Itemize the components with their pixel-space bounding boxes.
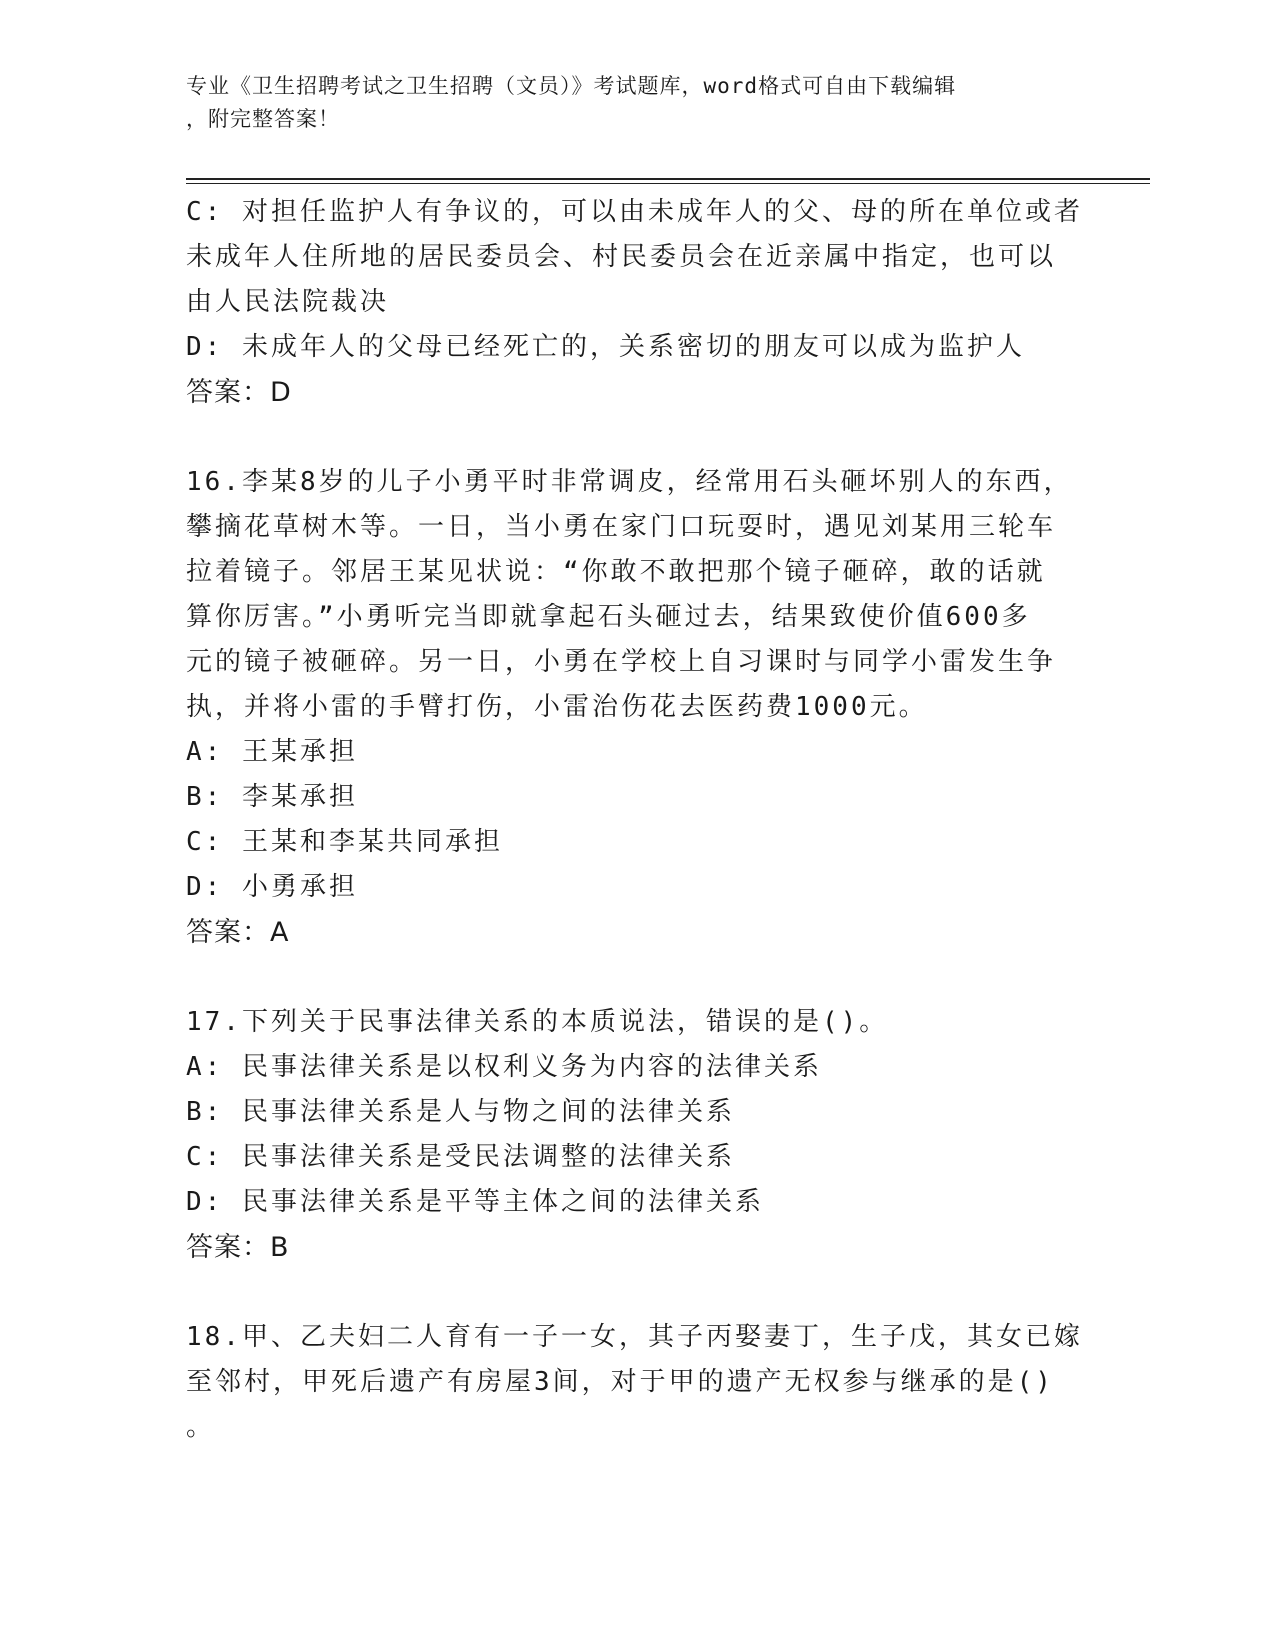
question-stem-line: 执，并将小雷的手臂打伤，小雷治伤花去医药费1000元。 bbox=[186, 692, 928, 722]
header-rule-thick bbox=[186, 178, 1150, 180]
option-b: B: 李某承担 bbox=[186, 782, 358, 812]
question-stem-line: 18.甲、乙夫妇二人育有一子一女，其子丙娶妻丁，生子戊，其女已嫁 bbox=[186, 1322, 1083, 1352]
answer: 答案：A bbox=[186, 917, 290, 948]
question-18 bbox=[186, 1315, 1086, 1450]
document-header bbox=[186, 70, 1066, 136]
option-a: A: 民事法律关系是以权利义务为内容的法律关系 bbox=[186, 1052, 822, 1082]
option-d: D: 小勇承担 bbox=[186, 872, 358, 902]
question-stem-line: 拉着镜子。邻居王某见状说：“你敢不敢把那个镜子砸碎，敢的话就 bbox=[186, 557, 1046, 587]
option-c-line: 未成年人住所地的居民委员会、村民委员会在近亲属中指定，也可以 bbox=[186, 242, 1057, 272]
question-16 bbox=[186, 460, 1086, 955]
question-stem-line: 至邻村，甲死后遗产有房屋3间，对于甲的遗产无权参与继承的是() bbox=[186, 1367, 1054, 1397]
header-rule-thin bbox=[186, 183, 1150, 184]
option-a: A: 王某承担 bbox=[186, 737, 358, 767]
option-c-line: C: 对担任监护人有争议的，可以由未成年人的父、母的所在单位或者 bbox=[186, 197, 1083, 227]
question-17 bbox=[186, 1000, 1086, 1270]
option-d: D: 未成年人的父母已经死亡的，关系密切的朋友可以成为监护人 bbox=[186, 332, 1025, 362]
option-c-line: 由人民法院裁决 bbox=[186, 287, 390, 317]
answer: 答案：D bbox=[186, 377, 292, 408]
question-15-tail bbox=[186, 190, 1086, 415]
option-b: B: 民事法律关系是人与物之间的法律关系 bbox=[186, 1097, 735, 1127]
document-body bbox=[186, 190, 1086, 1450]
question-stem-line: 。 bbox=[186, 1412, 216, 1442]
option-d: D: 民事法律关系是平等主体之间的法律关系 bbox=[186, 1187, 764, 1217]
question-stem-line: 攀摘花草树木等。一日，当小勇在家门口玩耍时，遇见刘某用三轮车 bbox=[186, 512, 1057, 542]
header-line-2: ，附完整答案！ bbox=[186, 107, 340, 131]
question-stem-line: 元的镜子被砸碎。另一日，小勇在学校上自习课时与同学小雷发生争 bbox=[186, 647, 1057, 677]
question-stem-line: 17.下列关于民事法律关系的本质说法，错误的是()。 bbox=[186, 1007, 889, 1037]
question-stem-line: 算你厉害。”小勇听完当即就拿起石头砸过去，结果致使价值600多 bbox=[186, 602, 1031, 632]
answer: 答案：B bbox=[186, 1232, 290, 1263]
question-stem-line: 16.李某8岁的儿子小勇平时非常调皮，经常用石头砸坏别人的东西， bbox=[186, 467, 1073, 497]
option-c: C: 民事法律关系是受民法调整的法律关系 bbox=[186, 1142, 735, 1172]
option-c: C: 王某和李某共同承担 bbox=[186, 827, 503, 857]
header-line-1: 专业《卫生招聘考试之卫生招聘（文员）》考试题库，word格式可自由下载编辑 bbox=[186, 74, 957, 98]
